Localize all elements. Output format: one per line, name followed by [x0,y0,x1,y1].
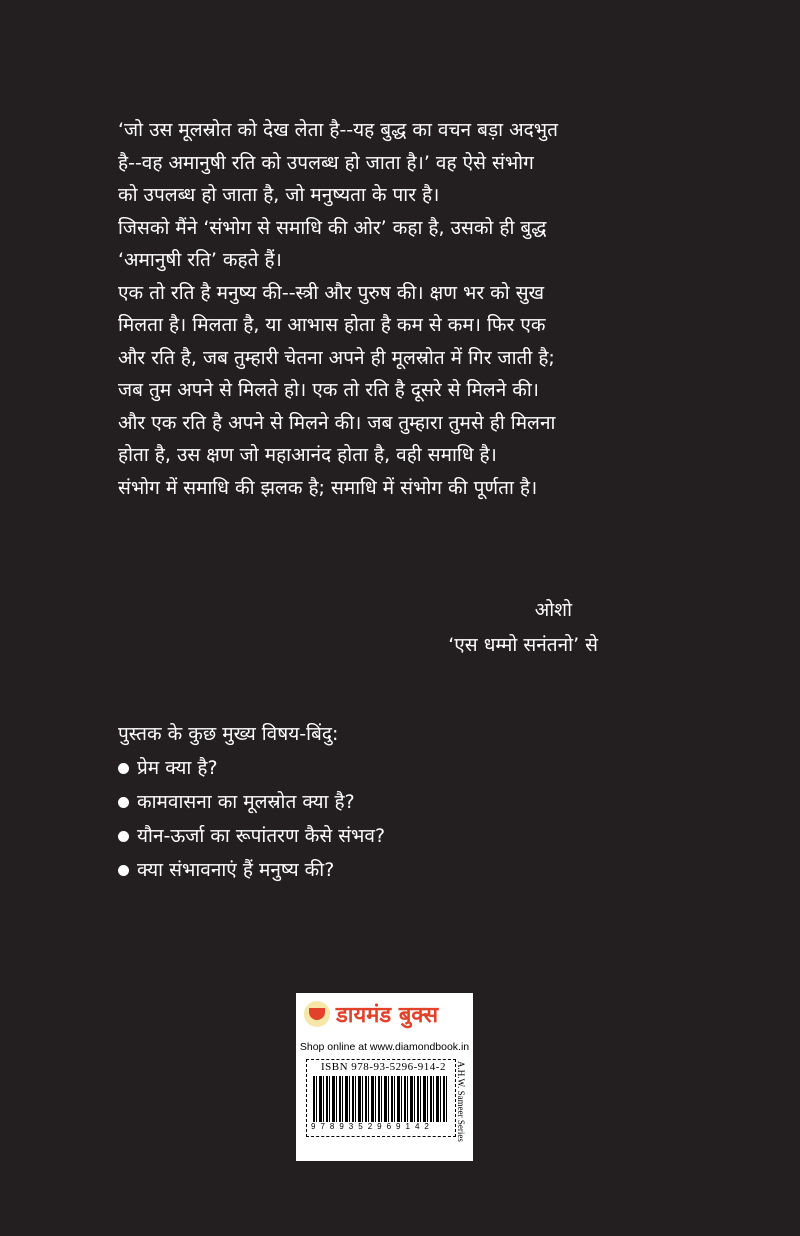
barcode-box [306,1059,456,1137]
topic-item: यौन-ऊर्जा का रूपांतरण कैसे संभव? [118,824,385,848]
source-title: ‘एस धम्मो सनंतनो’ से [448,634,598,656]
quote-line: संभोग में समाधि की झलक है; समाधि में संभोग की पूर्णता है। [118,477,538,499]
quote-line: जब तुम अपने से मिलते हो। एक तो रति है दूसरे से मिलने की। [118,379,539,401]
author-name: ओशो [534,599,572,621]
quote-line: मिलता है। मिलता है, या आभास होता है कम से कम। फिर एक [118,314,546,336]
series-label: A.H.W. Sameer Series [456,1061,466,1142]
isbn-text: ISBN 978-93-5296-914-2 [321,1061,446,1073]
quote-line: ‘अमानुषी रति’ कहते हैं। [118,249,282,271]
quote-line: एक तो रति है मनुष्य की--स्त्री और पुरुष की। क्षण भर को सुख [118,282,545,304]
quote-line: को उपलब्ध हो जाता है, जो मनुष्यता के पार है। [118,184,440,206]
shop-online-text: Shop online at www.diamondbook.in [299,1041,470,1053]
quote-line: और एक रति है अपने से मिलने की। जब तुम्हारा तुमसे ही मिलना [118,412,556,434]
quote-line: ‘जो उस मूलस्रोत को देख लेता है--यह बुद्ध का वचन बड़ा अदभुत [118,119,558,141]
topic-item: क्या संभावनाएं हैं मनुष्य की? [118,858,334,882]
barcode-icon [313,1076,449,1122]
publisher-name: डायमंड बुक्स [336,1003,439,1028]
bullet-icon [118,865,129,876]
quote-line: होता है, उस क्षण जो महाआनंद होता है, वही समाधि है। [118,444,497,466]
bullet-icon [118,797,129,808]
quote-line: जिसको मैंने ‘संभोग से समाधि की ओर’ कहा है, उसको ही बुद्ध [118,217,547,239]
bullet-icon [118,831,129,842]
topic-item: कामवासना का मूलस्रोत क्या है? [118,790,355,814]
publisher-barcode-panel [296,993,473,1161]
bullet-icon [118,763,129,774]
publisher-logo [304,999,438,1029]
quote-line: और रति है, जब तुम्हारी चेतना अपने ही मूलस्रोत में गिर जाती है; [118,347,555,369]
topic-item: प्रेम क्या है? [118,756,218,780]
diamond-logo-icon [304,1001,330,1027]
quote-line: है--वह अमानुषी रति को उपलब्ध हो जाता है।’ वह ऐसे संभोग [118,152,534,174]
barcode-number: 9789352969142 [311,1122,434,1131]
topics-heading: पुस्तक के कुछ मुख्य विषय-बिंदु: [118,723,339,745]
